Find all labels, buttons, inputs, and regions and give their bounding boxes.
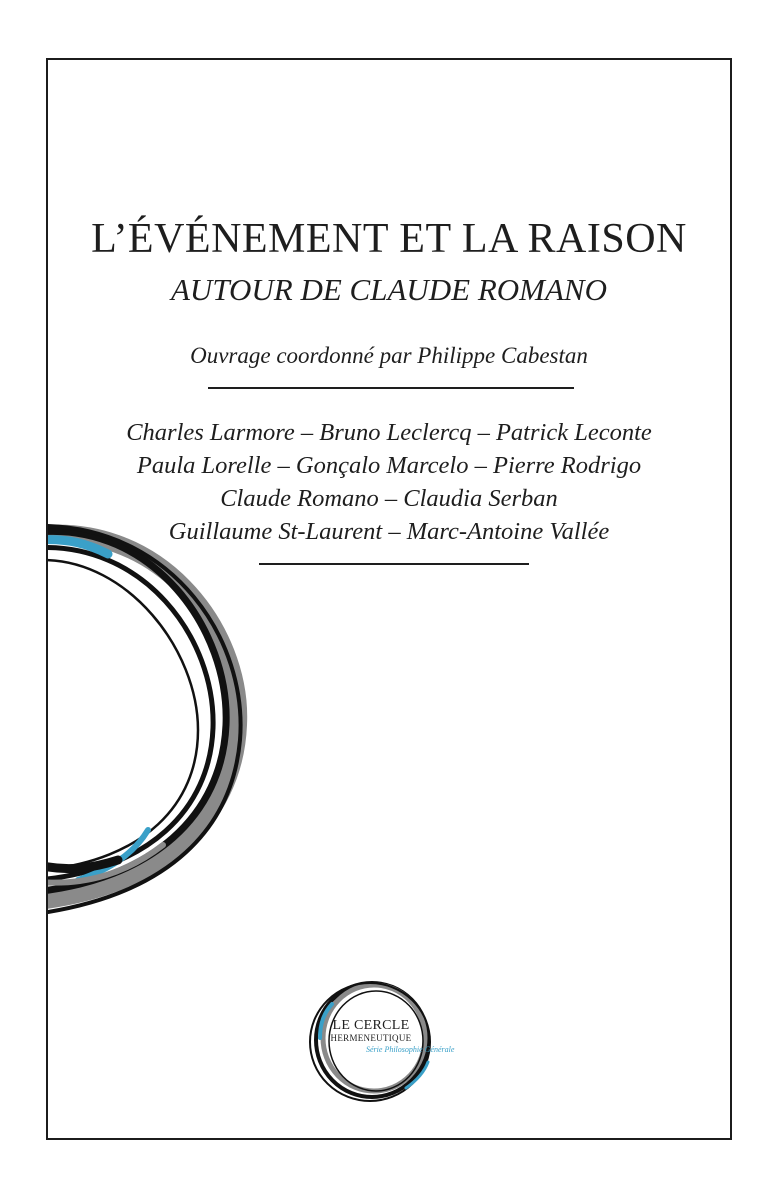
author-line: Paula Lorelle – Gonçalo Marcelo – Pierre Rodrigo bbox=[136, 452, 642, 479]
divider-bottom bbox=[259, 563, 529, 565]
book-title: L’ÉVÉNEMENT ET LA RAISON bbox=[91, 216, 687, 262]
brush-circle-icon bbox=[48, 520, 248, 920]
author-line: Charles Larmore – Bruno Leclercq – Patrick Leconte bbox=[126, 419, 652, 446]
logo-text bbox=[306, 1018, 436, 1044]
logo-line-1: LE CERCLE bbox=[332, 1018, 410, 1033]
book-subtitle: AUTOUR DE CLAUDE ROMANO bbox=[171, 272, 607, 307]
coordination-credit: Ouvrage coordonné par Philippe Cabestan bbox=[190, 343, 588, 368]
publisher-logo bbox=[306, 978, 486, 1108]
logo-line-2: HERMENEUTIQUE bbox=[330, 1033, 412, 1043]
author-line: Claude Romano – Claudia Serban bbox=[220, 485, 558, 512]
author-line: Guillaume St-Laurent – Marc-Antoine Vallée bbox=[168, 518, 610, 545]
divider-top bbox=[208, 387, 574, 389]
series-label: Série Philosophie Générale bbox=[366, 1045, 455, 1054]
book-cover bbox=[46, 58, 732, 1140]
